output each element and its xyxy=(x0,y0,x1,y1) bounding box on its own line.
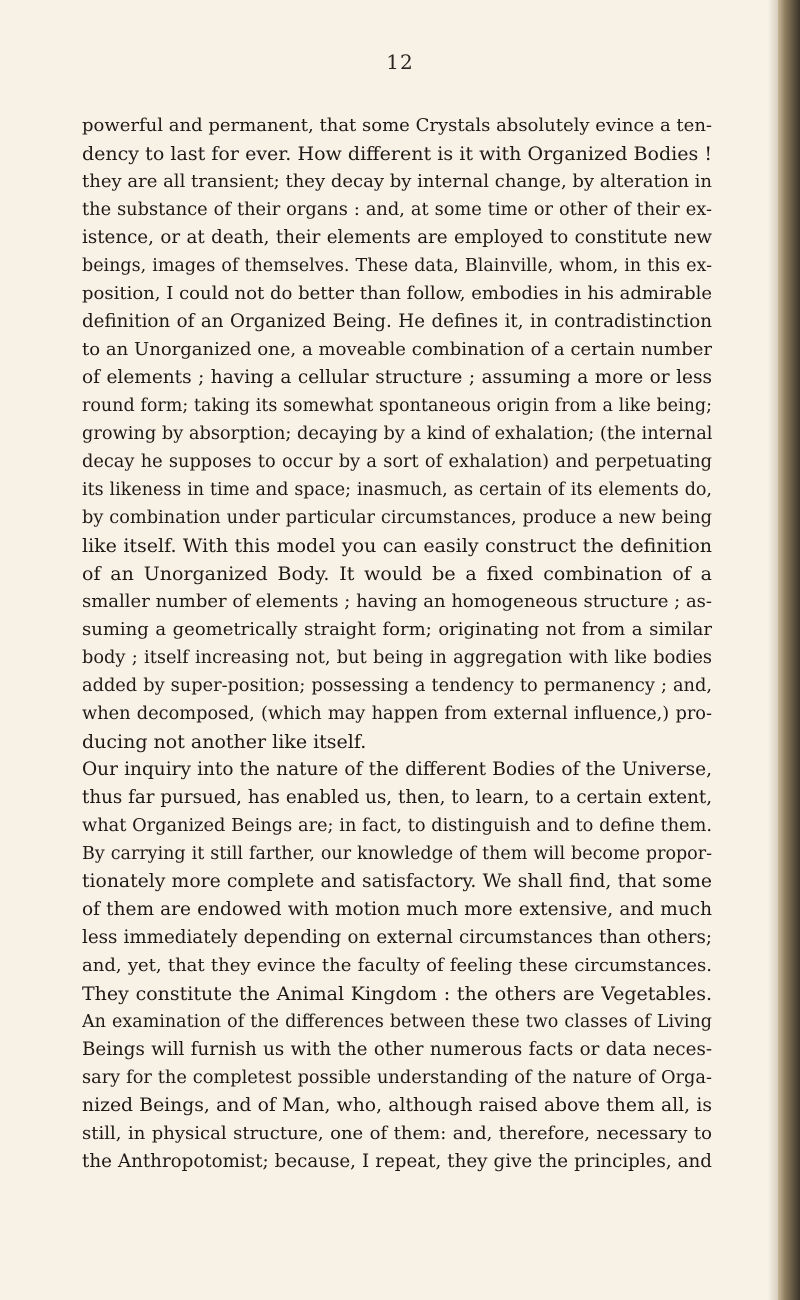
text-line: when decomposed, (which may happen from external influence,) pro- xyxy=(82,704,712,724)
text-line: Our inquiry into the nature of the different Bodies of the Universe, xyxy=(82,759,712,780)
text-line: suming a geometrically straight form; originating not from a similar xyxy=(82,619,712,640)
text-line: beings, images of themselves. These data, Blainville, whom, in this ex- xyxy=(82,256,712,276)
text-line: nized Beings, and of Man, who, although raised above them all, is xyxy=(82,1095,712,1116)
text-line: like itself. With this model you can easily construct the definition xyxy=(82,535,712,557)
page-number: 12 xyxy=(386,50,414,74)
text-line: thus far pursued, has enabled us, then, to learn, to a certain extent, xyxy=(82,787,712,808)
text-line: Beings will furnish us with the other numerous facts or data neces- xyxy=(82,1039,712,1060)
text-line: body ; itself increasing not, but being in aggregation with like bodies xyxy=(82,648,712,668)
text-line: definition of an Organized Being. He defines it, in contradistinction xyxy=(82,311,712,332)
text-line: they are all transient; they decay by internal change, by alteration in xyxy=(82,171,712,192)
text-line: still, in physical structure, one of them: and, therefore, necessary to xyxy=(82,1123,712,1144)
book-binding-edge xyxy=(778,0,800,1300)
text-line: round form; taking its somewhat spontaneous origin from a like being; xyxy=(82,396,712,416)
binding-shadow xyxy=(768,0,778,1300)
text-line: By carrying it still farther, our knowledge of them will become propor- xyxy=(82,844,712,864)
text-line: They constitute the Animal Kingdom : the others are Vegetables. xyxy=(82,983,712,1005)
text-line: decay he supposes to occur by a sort of exhalation) and perpetuating xyxy=(82,452,712,472)
text-line: powerful and permanent, that some Crystals absolutely evince a ten- xyxy=(82,115,712,136)
body-text xyxy=(82,112,712,1176)
text-line: what Organized Beings are; in fact, to distinguish and to define them. xyxy=(82,816,712,836)
text-line: to an Unorganized one, a moveable combination of a certain number xyxy=(82,339,712,360)
text-line: of an Unorganized Body. It would be a fixed combination of a xyxy=(82,563,712,585)
text-line: tionately more complete and satisfactory. We shall find, that some xyxy=(82,871,712,892)
text-line: smaller number of elements ; having an homogeneous structure ; as- xyxy=(82,591,712,612)
text-line: istence, or at death, their elements are employed to constitute new xyxy=(82,227,712,248)
text-line: ducing not another like itself. xyxy=(82,731,367,753)
text-line: by combination under particular circumstances, produce a new being xyxy=(82,508,712,528)
text-line: less immediately depending on external circumstances than others; xyxy=(82,927,712,948)
text-line: sary for the completest possible understanding of the nature of Orga- xyxy=(82,1068,712,1088)
text-line: its likeness in time and space; inasmuch, as certain of its elements do, xyxy=(82,480,712,500)
text-line: the substance of their organs : and, at some time or other of their ex- xyxy=(82,200,712,220)
text-line: and, yet, that they evince the faculty of feeling these circumstances. xyxy=(82,955,712,976)
text-line: of them are endowed with motion much more extensive, and much xyxy=(82,899,712,920)
text-line: position, I could not do better than follow, embodies in his admirable xyxy=(82,283,712,304)
text-line: the Anthropotomist; because, I repeat, they give the principles, and xyxy=(82,1151,712,1172)
text-line: An examination of the differences between these two classes of Living xyxy=(82,1012,712,1032)
text-line: dency to last for ever. How different is it with Organized Bodies ! xyxy=(82,143,712,165)
text-line: added by super-position; possessing a tendency to permanency ; and, xyxy=(82,676,712,696)
text-line: growing by absorption; decaying by a kind of exhalation; (the internal xyxy=(82,424,712,444)
text-line: of elements ; having a cellular structure ; assuming a more or less xyxy=(82,367,712,388)
